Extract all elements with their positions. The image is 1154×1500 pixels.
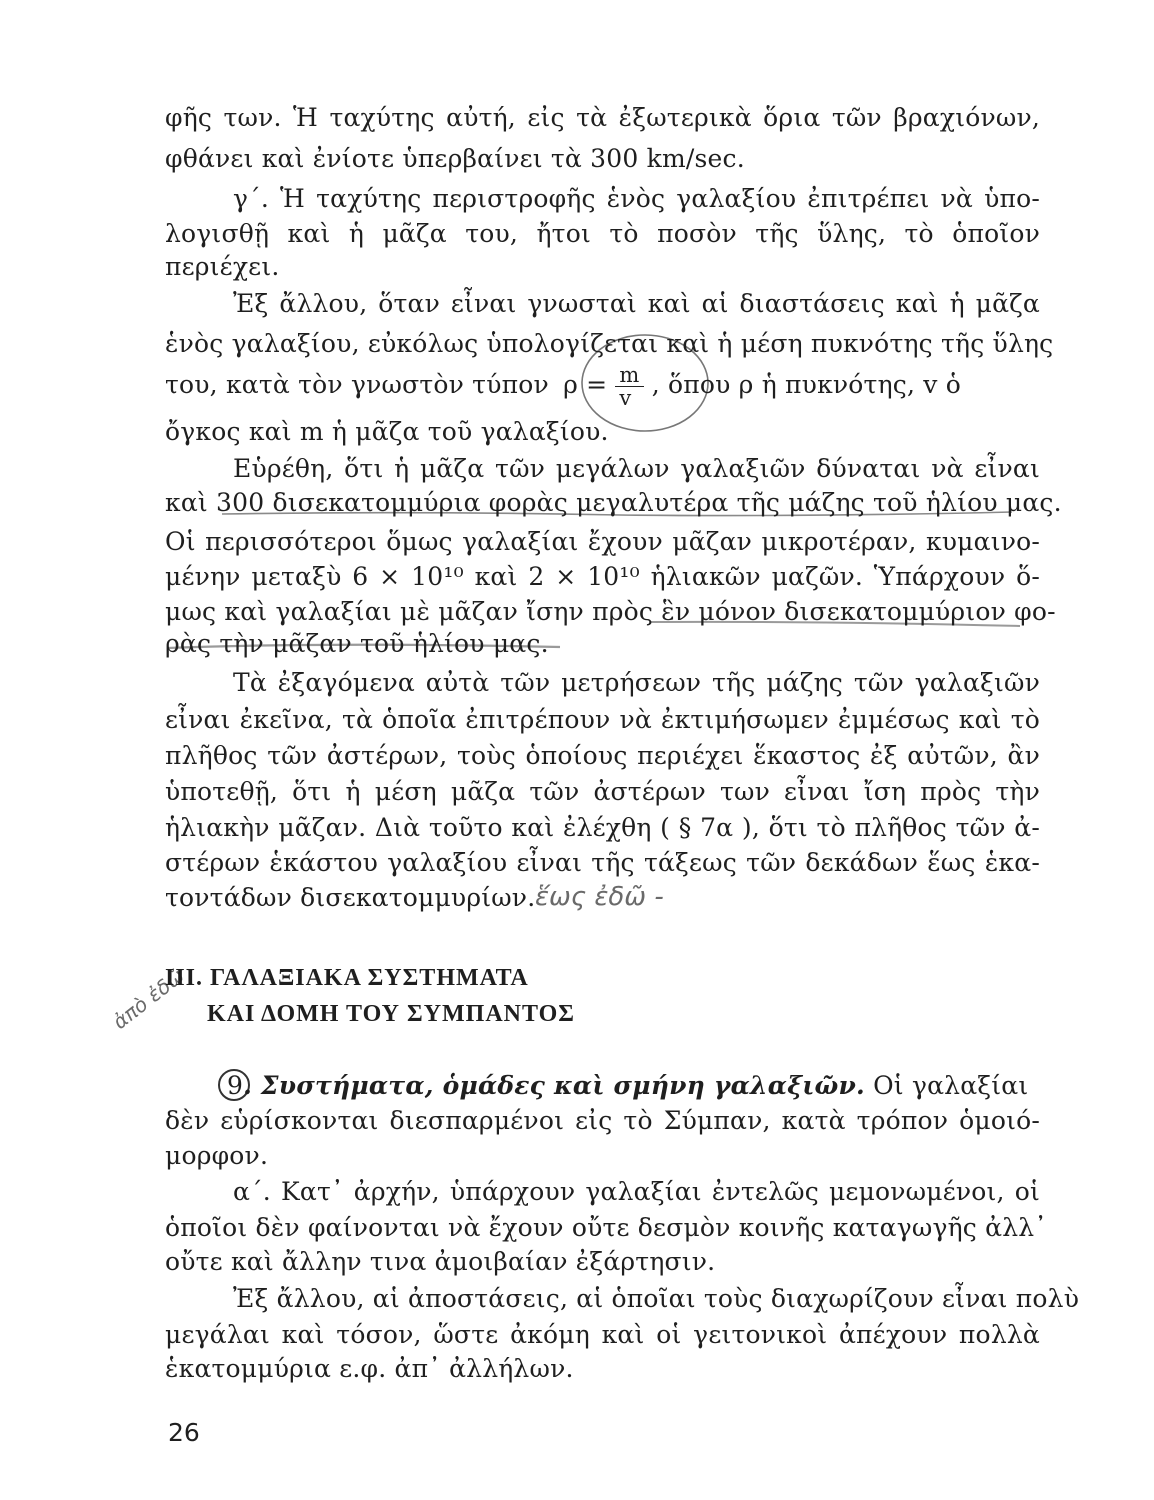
text-line: περιέχει. [165, 252, 280, 281]
text-line: ὄγκος καὶ m ἡ μᾶζα τοῦ γαλαξίου. [165, 417, 609, 446]
formula-fraction [615, 364, 643, 409]
section-heading-line-2: ΚΑΙ ΔΟΜΗ ΤΟΥ ΣΥΜΠΑΝΤΟΣ [207, 1001, 575, 1027]
text-line: Ἐξ ἄλλου, ὅταν εἶναι γνωσταὶ καὶ αἱ διαστάσεις καὶ ἡ μᾶζα [233, 289, 1040, 318]
density-formula [563, 363, 652, 410]
formula-line [165, 364, 1040, 409]
text-line: Οἱ περισσότεροι ὅμως γαλαξίαι ἔχουν μᾶζαν μικροτέραν, κυμαινο- [165, 527, 1040, 556]
text-line: ρὰς τὴν μᾶζαν τοῦ ἡλίου μας. [165, 629, 549, 658]
text-line: φθάνει καὶ ἐνίοτε ὑπερβαίνει τὰ 300 km/sec. [165, 144, 745, 173]
section-heading-line-1: III. ΓΑΛΑΞΙΑΚΑ ΣΥΣΤΗΜΑΤΑ [165, 965, 529, 991]
formula-lhs: ρ = [563, 370, 608, 399]
formula-text-after: , ὅπου ρ ἡ πυκνότης, v ὁ [651, 370, 961, 399]
text-line: μεγάλαι καὶ τόσον, ὥστε ἀκόμη καὶ οἱ γειτονικοὶ ἀπέχουν πολλὰ [165, 1320, 1040, 1349]
text-line: Τὰ ἐξαγόμενα αὐτὰ τῶν μετρήσεων τῆς μάζης τῶν γαλαξιῶν [233, 668, 1040, 697]
text-line: μένην μεταξὺ 6 × 10¹⁰ καὶ 2 × 10¹⁰ ἡλιακῶν μαζῶν. Ὑπάρχουν ὅ- [165, 562, 1040, 591]
text-line: ἡλιακὴν μᾶζαν. Διὰ τοῦτο καὶ ἐλέχθη ( § 7α ), ὅτι τὸ πλῆθος τῶν ἀ- [165, 813, 1040, 842]
formula-denominator: v [619, 386, 632, 410]
text-line: μορφον. [165, 1141, 269, 1170]
text-line: φῆς των. Ἡ ταχύτης αὐτή, εἰς τὰ ἐξωτερικὰ ὅρια τῶν βραχιόνων, [165, 103, 1040, 132]
formula-numerator: m [615, 364, 643, 387]
formula-text-before: του, κατὰ τὸν γνωστὸν τύπον [165, 370, 549, 399]
text-line: δὲν εὑρίσκονται διεσπαρμένοι εἰς τὸ Σύμπαν, κατὰ τρόπον ὁμοιό- [165, 1106, 1040, 1135]
text-line: καὶ 300 δισεκατομμύρια φορὰς μεγαλυτέρα τῆς μάζης τοῦ ἡλίου μας. [165, 488, 1062, 517]
text-line: ὁποῖοι δὲν φαίνονται νὰ ἔχουν οὔτε δεσμὸν κοινῆς καταγωγῆς ἀλλ᾽ [165, 1213, 1048, 1242]
page-number: 26 [168, 1418, 200, 1447]
section-9-text: Οἱ γαλαξίαι [864, 1071, 1029, 1100]
text-line: τοντάδων δισεκατομμυρίων. [165, 883, 536, 912]
text-line: οὔτε καὶ ἄλλην τινα ἀμοιβαίαν ἐξάρτησιν. [165, 1247, 716, 1276]
handwritten-note-end: ἕως ἐδῶ - [535, 882, 664, 912]
text-line: Ἐξ ἄλλου, αἱ ἀποστάσεις, αἱ ὁποῖαι τοὺς διαχωρίζουν εἶναι πολὺ [233, 1284, 1080, 1313]
text-line: ὑποτεθῇ, ὅτι ἡ μέση μᾶζα τῶν ἀστέρων των εἶναι ἴση πρὸς τὴν [165, 777, 1040, 806]
section-9-first-line [227, 1070, 1040, 1102]
text-line: γ΄. Ἡ ταχύτης περιστροφῆς ἑνὸς γαλαξίου ἐπιτρέπει νὰ ὑπο- [233, 184, 1040, 213]
text-line: λογισθῇ καὶ ἡ μᾶζα του, ἤτοι τὸ ποσὸν τῆς ὕλης, τὸ ὁποῖον [165, 219, 1040, 248]
text-line: ἑνὸς γαλαξίου, εὐκόλως ὑπολογίζεται καὶ ἡ μέση πυκνότης τῆς ὕλης [165, 329, 1054, 358]
section-9-title: . Συστήματα, ὁμάδες καὶ σμήνη γαλαξιῶν. [243, 1071, 865, 1100]
handwritten-note-start: ἀπὸ ἐδῶ [108, 963, 189, 1034]
text-line: Εὑρέθη, ὅτι ἡ μᾶζα τῶν μεγάλων γαλαξιῶν δύναται νὰ εἶναι [233, 454, 1040, 483]
text-line: στέρων ἑκάστου γαλαξίου εἶναι τῆς τάξεως τῶν δεκάδων ἕως ἑκα- [165, 848, 1040, 877]
text-line: ἑκατομμύρια ε.φ. ἀπ᾽ ἀλλήλων. [165, 1354, 574, 1383]
text-line: μως καὶ γαλαξίαι μὲ μᾶζαν ἴσην πρὸς ἓν μόνον δισεκατομμύριον φο- [165, 597, 1056, 626]
section-number: 9 [227, 1071, 244, 1100]
text-line: α΄. Κατ᾽ ἀρχήν, ὑπάρχουν γαλαξίαι ἐντελῶς μεμονωμένοι, οἱ [233, 1177, 1040, 1206]
text-line: εἶναι ἐκεῖνα, τὰ ὁποῖα ἐπιτρέπουν νὰ ἐκτιμήσωμεν ἐμμέσως καὶ τὸ [165, 705, 1040, 734]
text-line: πλῆθος τῶν ἀστέρων, τοὺς ὁποίους περιέχει ἕκαστος ἐξ αὐτῶν, ἂν [165, 741, 1040, 770]
